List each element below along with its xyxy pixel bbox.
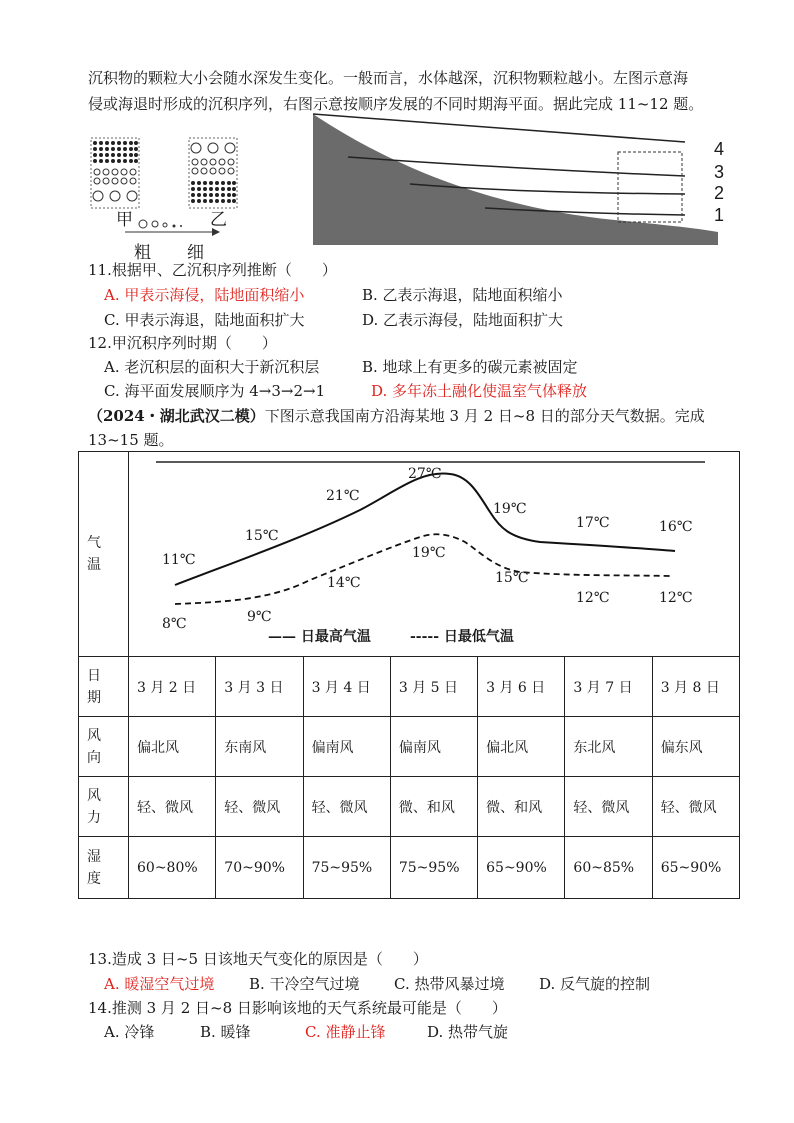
q13-option-a[interactable]: A. 暖湿空气过境 xyxy=(104,975,215,993)
wind-force-label: 风 力 xyxy=(79,777,129,837)
intro-line-2: 侵或海退时形成的沉积序列，右图示意按顺序发展的不同时期海平面。据此完成 11~12 题。 xyxy=(88,95,704,113)
temperature-label: 气 温 xyxy=(79,452,129,657)
intro2-text: 下图示意我国南方沿海某地 3 月 2 日~8 日的部分天气数据。完成 xyxy=(264,407,705,425)
date-cell: 3 月 3 日 xyxy=(216,657,303,717)
max-label: 16℃ xyxy=(659,519,693,535)
question-11-stem: 11.根据甲、乙沉积序列推断（ ） xyxy=(88,261,337,279)
humidity-cell: 75~95% xyxy=(303,837,390,899)
q12-option-a[interactable]: A. 老沉积层的面积大于新沉积层 xyxy=(104,358,320,376)
humidity-row xyxy=(79,837,740,899)
q11-option-a[interactable]: A. 甲表示海侵，陆地面积缩小 xyxy=(104,286,305,304)
q14-option-c[interactable]: C. 准静止锋 xyxy=(305,1023,386,1041)
wind-force-cell: 轻、微风 xyxy=(129,777,216,837)
sea-level-diagram xyxy=(313,114,718,245)
dashed-box xyxy=(618,152,682,222)
date-cell: 3 月 5 日 xyxy=(390,657,477,717)
q12-option-d[interactable]: D. 多年冻土融化使温室气体释放 xyxy=(371,382,588,400)
q14-option-b[interactable]: B. 暖锋 xyxy=(200,1023,251,1041)
question-12-stem: 12.甲沉积序列时期（ ） xyxy=(88,334,277,352)
wind-direction-label: 风 向 xyxy=(79,717,129,777)
max-label: 17℃ xyxy=(576,515,610,531)
q14-option-a[interactable]: A. 冷锋 xyxy=(104,1023,155,1041)
max-label: 15℃ xyxy=(245,528,279,544)
wind-force-cell: 轻、微风 xyxy=(652,777,739,837)
humidity-cell: 65~90% xyxy=(478,837,565,899)
q13-option-d[interactable]: D. 反气旋的控制 xyxy=(539,975,651,993)
min-label: 19℃ xyxy=(412,545,446,561)
wind-direction-cell: 偏北风 xyxy=(478,717,565,777)
min-label: 14℃ xyxy=(327,575,361,591)
level-label-2: 2 xyxy=(714,183,725,203)
date-row xyxy=(79,657,740,717)
q12-option-c[interactable]: C. 海平面发展顺序为 4→3→2→1 xyxy=(104,382,326,400)
intro-line-1: 沉积物的颗粒大小会随水深发生变化。一般而言，水体越深，沉积物颗粒越小。左图示意海 xyxy=(88,69,689,87)
grain-size-legend xyxy=(125,220,220,236)
max-label: 19℃ xyxy=(493,501,527,517)
wind-direction-cell: 偏南风 xyxy=(390,717,477,777)
q12-option-b[interactable]: B. 地球上有更多的碳元素被固定 xyxy=(362,358,578,376)
question-13-stem: 13.造成 3 日~5 日该地天气变化的原因是（ ） xyxy=(88,950,428,968)
question-14-stem: 14.推测 3 月 2 日~8 日影响该地的天气系统最可能是（ ） xyxy=(88,999,507,1017)
wind-force-cell: 轻、微风 xyxy=(216,777,303,837)
wind-direction-cell: 偏南风 xyxy=(303,717,390,777)
legend-min: ----- 日最低气温 xyxy=(410,629,514,645)
humidity-cell: 65~90% xyxy=(652,837,739,899)
wind-direction-row xyxy=(79,717,740,777)
sediment-figure xyxy=(85,112,735,262)
intro2-line-2: 13~15 题。 xyxy=(88,431,174,449)
wind-direction-cell: 东北风 xyxy=(565,717,652,777)
max-label: 11℃ xyxy=(162,552,196,568)
sequence-jia-column xyxy=(91,138,139,208)
level-label-1: 1 xyxy=(714,205,725,225)
min-label: 12℃ xyxy=(576,590,610,606)
sequence-yi-column xyxy=(189,138,237,208)
q13-option-c[interactable]: C. 热带风暴过境 xyxy=(394,975,505,993)
label-yi: 乙 xyxy=(210,210,227,230)
level-label-4: 4 xyxy=(714,139,725,159)
date-cell: 3 月 8 日 xyxy=(652,657,739,717)
date-cell: 3 月 4 日 xyxy=(303,657,390,717)
date-cell: 3 月 6 日 xyxy=(478,657,565,717)
wind-direction-cell: 偏北风 xyxy=(129,717,216,777)
min-label: 15℃ xyxy=(495,570,529,586)
legend-max: —— 日最高气温 xyxy=(268,629,371,645)
wind-force-cell: 微、和风 xyxy=(390,777,477,837)
label-fine: 细 xyxy=(187,243,204,263)
wind-force-cell: 轻、微风 xyxy=(565,777,652,837)
humidity-cell: 70~90% xyxy=(216,837,303,899)
date-label: 日 期 xyxy=(79,657,129,717)
wind-force-cell: 微、和风 xyxy=(478,777,565,837)
sea-level-line-4 xyxy=(313,114,685,142)
label-jia: 甲 xyxy=(116,210,133,230)
q13-option-b[interactable]: B. 干冷空气过境 xyxy=(249,975,360,993)
date-cell: 3 月 2 日 xyxy=(129,657,216,717)
humidity-label: 湿 度 xyxy=(79,837,129,899)
level-label-3: 3 xyxy=(714,162,725,182)
q11-option-d[interactable]: D. 乙表示海侵，陆地面积扩大 xyxy=(362,311,564,329)
wind-direction-cell: 偏东风 xyxy=(652,717,739,777)
humidity-cell: 60~85% xyxy=(565,837,652,899)
max-label: 27℃ xyxy=(408,466,442,482)
source-label: （2024・湖北武汉二模） xyxy=(88,407,265,425)
label-coarse: 粗 xyxy=(134,243,151,263)
humidity-cell: 75~95% xyxy=(390,837,477,899)
intro2-line-1 xyxy=(88,406,705,426)
q11-option-b[interactable]: B. 乙表示海退，陆地面积缩小 xyxy=(362,286,563,304)
q11-option-c[interactable]: C. 甲表示海退，陆地面积扩大 xyxy=(104,311,305,329)
wind-direction-cell: 东南风 xyxy=(216,717,303,777)
min-label: 12℃ xyxy=(659,590,693,606)
wind-force-row xyxy=(79,777,740,837)
max-label: 21℃ xyxy=(326,488,360,504)
q14-option-d[interactable]: D. 热带气旋 xyxy=(427,1023,509,1041)
min-label: 9℃ xyxy=(247,609,272,625)
min-label: 8℃ xyxy=(162,616,187,632)
humidity-cell: 60~80% xyxy=(129,837,216,899)
date-cell: 3 月 7 日 xyxy=(565,657,652,717)
wind-force-cell: 轻、微风 xyxy=(303,777,390,837)
